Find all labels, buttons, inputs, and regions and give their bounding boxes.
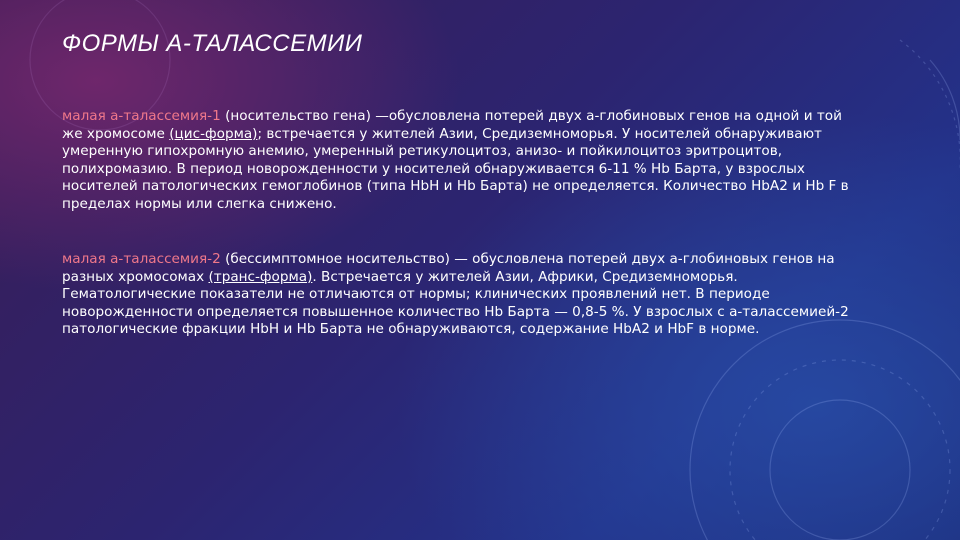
term-label: малая а-талассемия-2: [62, 251, 221, 267]
underlined-form: (цис-форма): [169, 125, 258, 142]
paragraph-text: (носительство гена) —обусловлена потерей двух а-глобиновых генов на одной и той же хромосоме: [62, 108, 842, 142]
slide-body: [62, 108, 852, 377]
underlined-form: (транс-форма): [208, 268, 313, 285]
paragraph-alpha-thalassemia-1: [62, 108, 852, 213]
slide-title: ФОРМЫ А-ТАЛАССЕМИИ: [62, 30, 363, 57]
paragraph-text: (бессимптомное носительство) — обусловлена потерей двух а-глобиновых генов на разных хромосомах: [62, 251, 835, 285]
paragraph-text: . Встречается у жителей Азии, Африки, Средиземноморья. Гематологические показатели не отличаются от нормы; клинических проявлений нет. В периоде новорожденности определяется повышенное количество Нb Барта — 0,8-5 %. У взрослых с а-талассемией-2 патологические фракции НbН и Нb Барта не обнаруживаются, содержание НbА2 и НbF в норме.: [62, 268, 849, 337]
paragraph-alpha-thalassemia-2: [62, 251, 852, 339]
term-label: малая а-талассемия-1: [62, 108, 221, 124]
paragraph-text: ; встречается у жителей Азии, Средиземноморья. У носителей обнаруживают умеренную гипохромную анемию, умеренный ретикулоцитоз, анизо- и пойкилоцитоз эритроцитов, полихромазию. В период новорожденности у носителей обнаруживается 6-11 % Нb Барта, у взрослых носителей патологических гемоглобинов (типа НbН и Нb Барта) не определяется. Количество НbА2 и Нb F в пределах нормы или слегка снижено.: [62, 125, 849, 212]
